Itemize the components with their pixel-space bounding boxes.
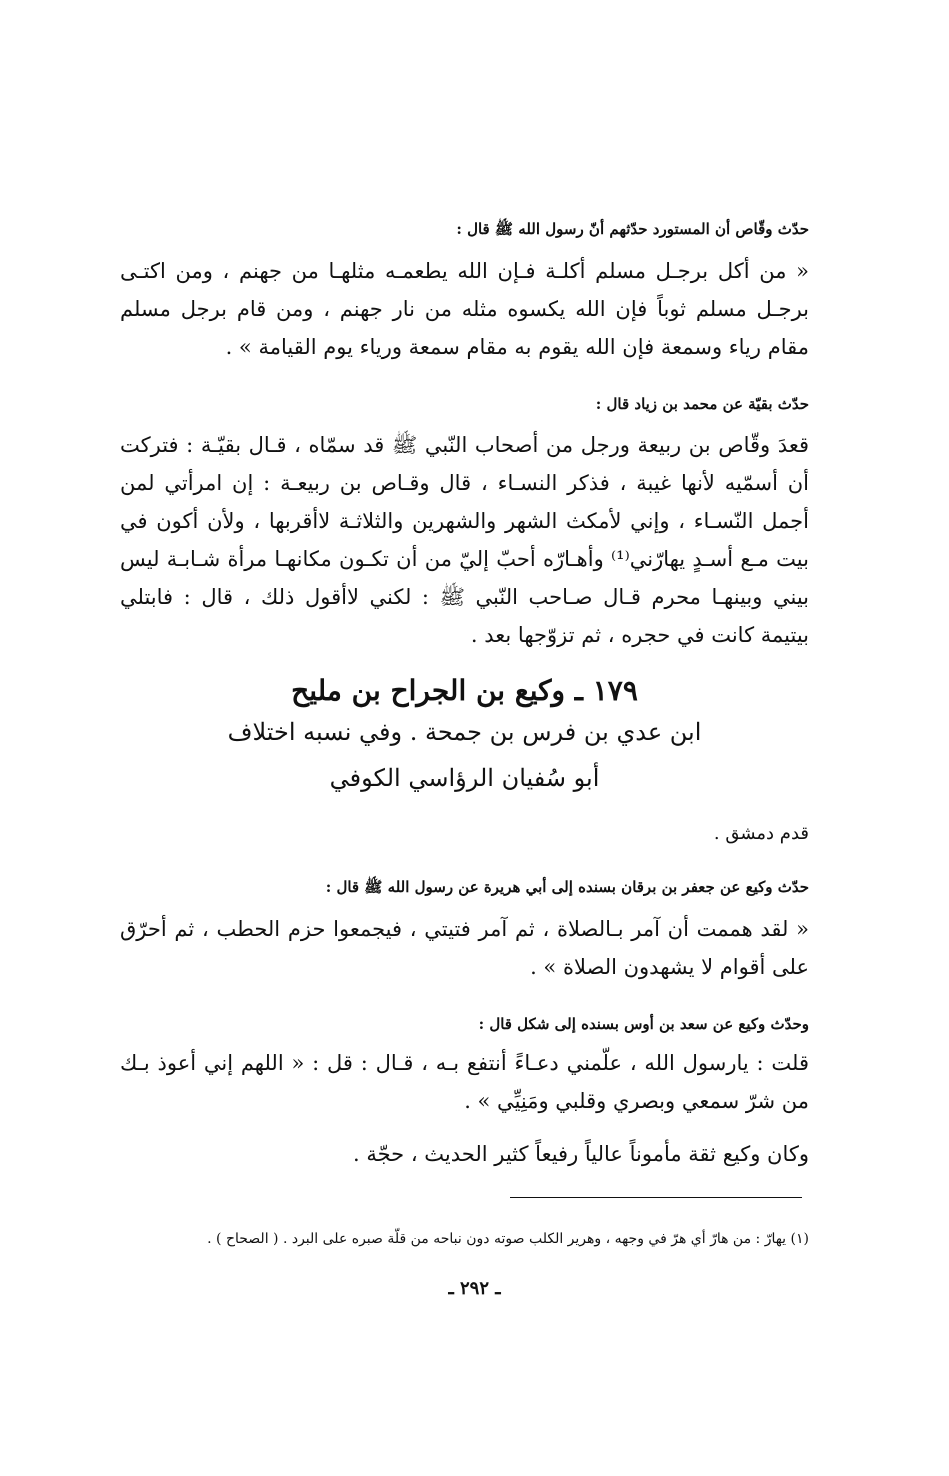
entry-kunya: أبو سُفيان الرؤاسي الكوفي	[329, 764, 600, 792]
narration-text: قعدَ وقّاص بن ربيعة ورجل من أصحاب النّبي ﷺ قد سمّاه ، قـال بقيّـة : فتركت أن أسمّيه لأنها غيبة ، فذكر النسـاء ، قال وقـاص بن ربيعـة : إن امرأتي لمن أجمل النّسـاء ، وإني لأمكث الشهر والشهرين والثلاثـة لاأقربها ، ولأن أكون في بيت مـع أسـدٍ يهارّني⁽¹⁾ وأهـارّه أحبّ إليّ من أن تكـون مكانهـا مرأة شـابـة ليس بيني وبينهـا محرم قـال صـاحب النّبي ﷺ : لكني لاأقول ذلك ، قال : فابتلي بيتيمة كانت في حجره ، ثم تزوّجها بعد .	[120, 433, 809, 647]
entry-lineage: ابن عدي بن فرس بن جمحة . وفي نسبه اختلاف	[227, 718, 702, 746]
hadith-text: « لقد هممت أن آمر بـالصلاة ، ثم آمر فتيتي ، فيجمعوا حزم الحطب ، ثم أحرّق على أقوام لا يشهدون الصلاة » .	[120, 917, 809, 979]
hadith-text: قلت : يارسول الله ، علّمني دعـاءً أنتفع بـه ، قـال : قل : « اللهم إني أعوذ بـك من شرّ سمعي وبصري وقلبي ومَنِيِّي » .	[120, 1051, 809, 1113]
footnote: (١) يهارّ : من هارّ أي هرّ في وجهه ، وهرير الكلب صوته دون نباحه من قلّة صبره على البرد . ( الصحاح ) .	[207, 1231, 809, 1247]
isnad-line: حدّث وكيع عن جعفر بن برقان بسنده إلى أبي هريرة عن رسول الله ﷺ قال :	[325, 878, 809, 896]
isnad-line: حدّث وقّاص أن المستورد حدّثهم أنّ رسول الله ﷺ قال :	[456, 220, 809, 238]
closing-text: وكان وكيع ثقة مأموناً عالياً رفيعاً كثير الحديث ، حجّة .	[353, 1142, 809, 1166]
hadith-text: « من أكل برجـل مسلم أكلـة فـإن الله يطعمـه مثلهـا من جهنم ، ومن اكتـى برجـل مسلم ثوباً فإن الله يكسوه مثله من نار جهنم ، ومن قام برجل مسلم مقام رياء وسمعة فإن الله يقوم به مقام سمعة ورياء يوم القيامة » .	[120, 259, 809, 359]
entry-title: ١٧٩ ـ وكيع بن الجراح بن مليح	[291, 674, 638, 707]
page-number: ـ ٢٩٢ ـ	[448, 1278, 501, 1299]
footnote-divider	[510, 1197, 802, 1198]
isnad-line: حدّث بقيّة عن محمد بن زياد قال :	[595, 395, 809, 413]
isnad-line: وحدّث وكيع عن سعد بن أوس بسنده إلى شكل قال :	[478, 1015, 809, 1033]
intro-line: قدم دمشق .	[713, 823, 809, 844]
